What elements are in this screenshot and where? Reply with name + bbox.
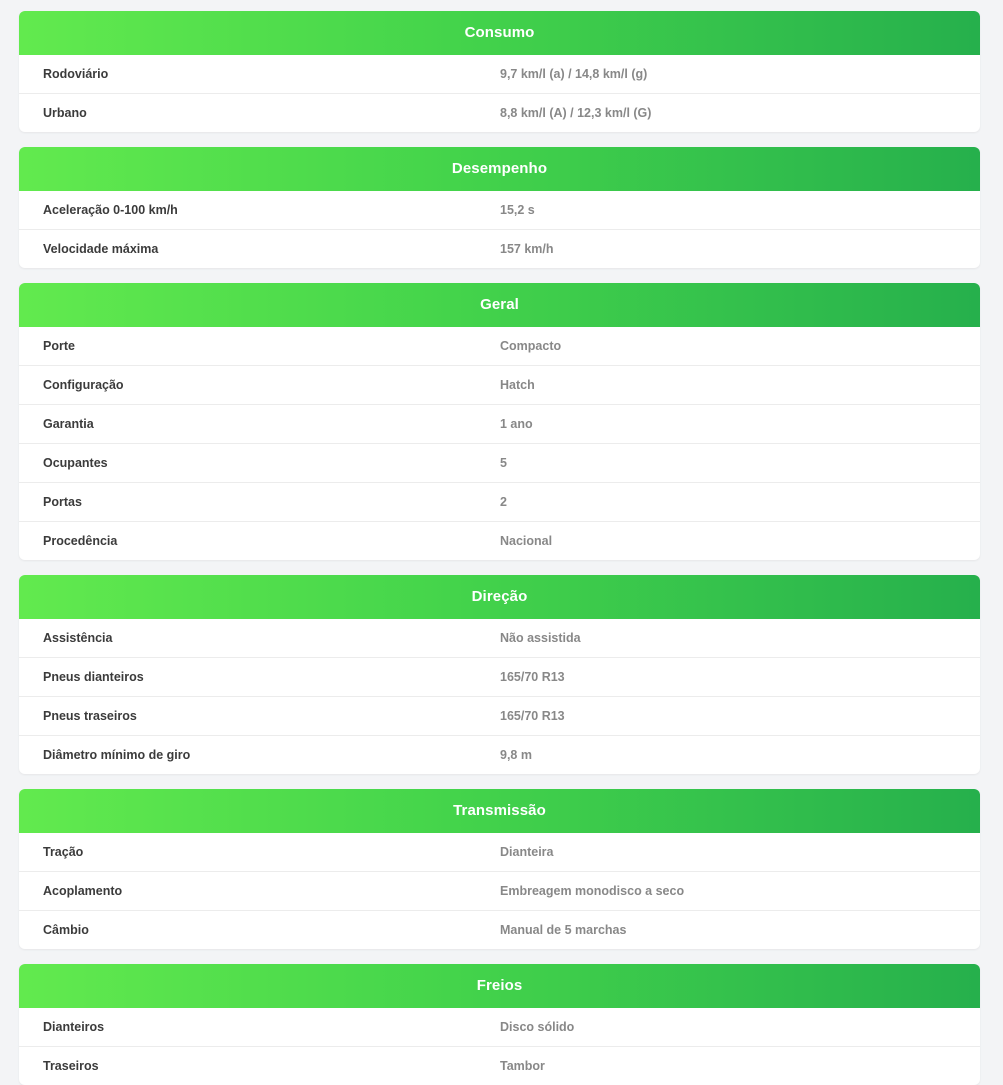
spec-value: Disco sólido — [500, 1020, 575, 1034]
spec-label: Dianteiros — [43, 1020, 105, 1034]
spec-row — [19, 910, 980, 949]
section-title: Freios — [19, 964, 980, 1008]
spec-label: Rodoviário — [43, 67, 109, 81]
spec-value: 165/70 R13 — [500, 709, 565, 723]
section-consumo — [19, 11, 980, 132]
spec-label: Portas — [43, 495, 82, 509]
spec-value: Dianteira — [500, 845, 554, 859]
spec-label: Procedência — [43, 534, 118, 548]
spec-label: Pneus traseiros — [43, 709, 137, 723]
spec-value: Manual de 5 marchas — [500, 923, 627, 937]
spec-label: Tração — [43, 845, 84, 859]
section-title: Consumo — [19, 11, 980, 55]
spec-row — [19, 191, 980, 229]
spec-row — [19, 521, 980, 560]
spec-row — [19, 1008, 980, 1046]
spec-value: 165/70 R13 — [500, 670, 565, 684]
spec-label: Acoplamento — [43, 884, 123, 898]
spec-label: Pneus dianteiros — [43, 670, 144, 684]
spec-row — [19, 735, 980, 774]
spec-row — [19, 657, 980, 696]
spec-row — [19, 482, 980, 521]
spec-label: Porte — [43, 339, 75, 353]
section-freios — [19, 964, 980, 1085]
section-title: Geral — [19, 283, 980, 327]
spec-value: Nacional — [500, 534, 553, 548]
spec-value: 9,7 km/l (a) / 14,8 km/l (g) — [500, 67, 648, 81]
spec-label: Aceleração 0-100 km/h — [43, 203, 178, 217]
spec-value: 5 — [500, 456, 507, 470]
section-desempenho — [19, 147, 980, 268]
spec-value: 2 — [500, 495, 507, 509]
spec-value: Não assistida — [500, 631, 581, 645]
spec-label: Velocidade máxima — [43, 242, 159, 256]
spec-row — [19, 229, 980, 268]
spec-value: Compacto — [500, 339, 562, 353]
spec-label: Configuração — [43, 378, 124, 392]
spec-sheet — [19, 11, 980, 1085]
spec-row — [19, 696, 980, 735]
spec-row — [19, 365, 980, 404]
spec-row — [19, 871, 980, 910]
spec-label: Câmbio — [43, 923, 89, 937]
section-title: Transmissão — [19, 789, 980, 833]
spec-row — [19, 619, 980, 657]
spec-value: Hatch — [500, 378, 535, 392]
spec-label: Traseiros — [43, 1059, 99, 1073]
spec-value: 9,8 m — [500, 748, 532, 762]
spec-label: Assistência — [43, 631, 113, 645]
spec-value: 8,8 km/l (A) / 12,3 km/l (G) — [500, 106, 652, 120]
section-title: Desempenho — [19, 147, 980, 191]
spec-label: Urbano — [43, 106, 87, 120]
spec-value: 15,2 s — [500, 203, 535, 217]
spec-row — [19, 1046, 980, 1085]
section-geral — [19, 283, 980, 560]
spec-row — [19, 833, 980, 871]
spec-value: Embreagem monodisco a seco — [500, 884, 685, 898]
spec-row — [19, 93, 980, 132]
spec-value: Tambor — [500, 1059, 545, 1073]
spec-value: 157 km/h — [500, 242, 554, 256]
spec-label: Garantia — [43, 417, 94, 431]
section-transmissao — [19, 789, 980, 949]
spec-row — [19, 443, 980, 482]
spec-row — [19, 404, 980, 443]
section-title: Direção — [19, 575, 980, 619]
spec-value: 1 ano — [500, 417, 533, 431]
section-direcao — [19, 575, 980, 774]
spec-label: Ocupantes — [43, 456, 108, 470]
spec-row — [19, 327, 980, 365]
spec-label: Diâmetro mínimo de giro — [43, 748, 191, 762]
spec-row — [19, 55, 980, 93]
